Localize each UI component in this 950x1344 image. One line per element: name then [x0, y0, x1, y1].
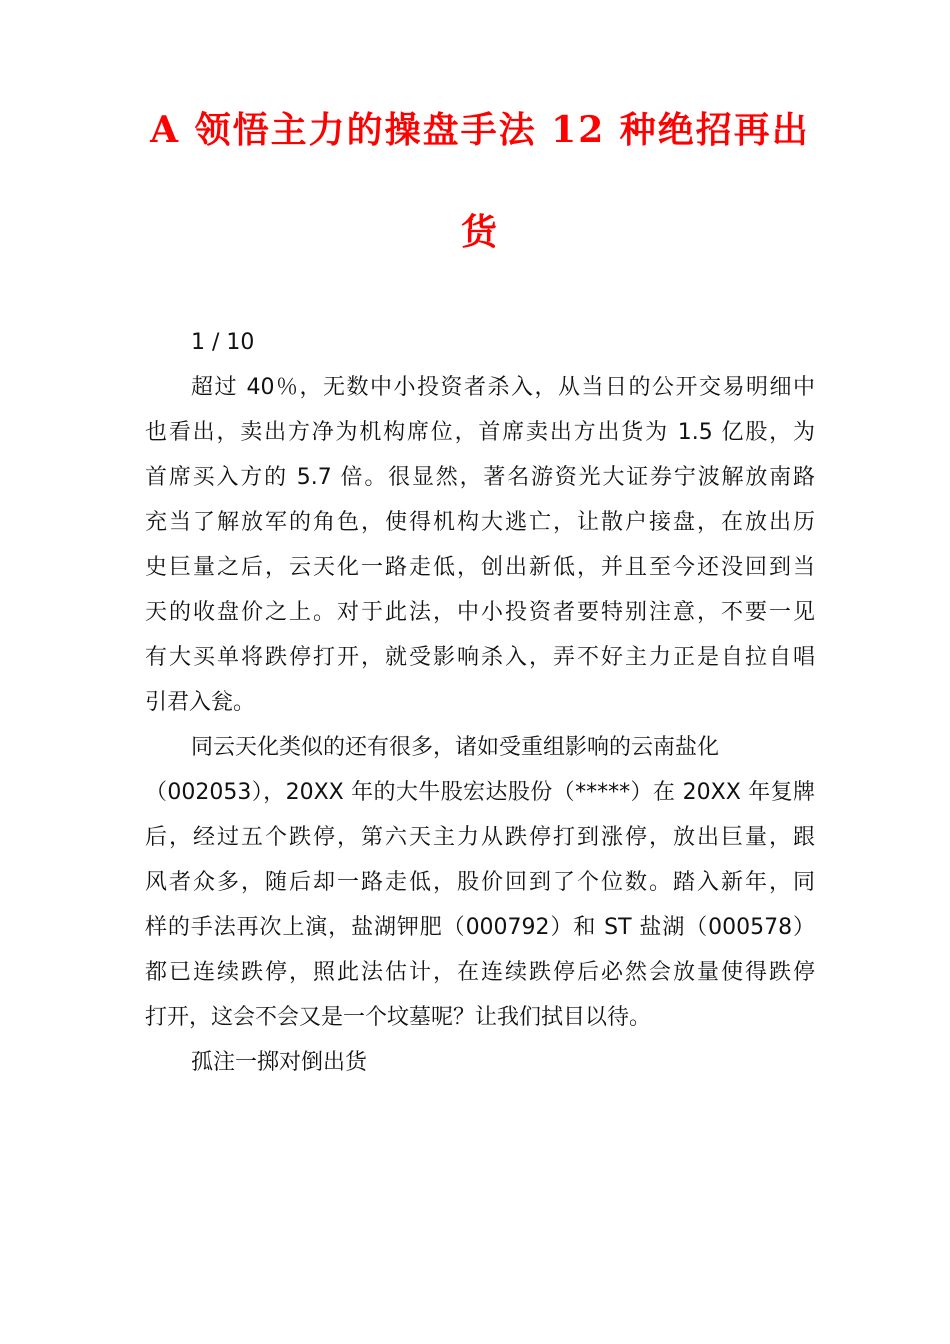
section-heading: 孤注一掷对倒出货 — [191, 1050, 368, 1075]
paragraph-1-line: 史巨量之后，云天化一路走低，创出新低，并且至今还没回到当 — [145, 555, 815, 580]
paragraph-1-line: 天的收盘价之上。对于此法，中小投资者要特别注意，不要一见 — [145, 600, 815, 625]
paragraph-2-line: 都已连续跌停，照此法估计，在连续跌停后必然会放量使得跌停 — [145, 960, 815, 985]
paragraph-2-line: 样的手法再次上演，盐湖钾肥（000792）和 ST 盐湖（000578） — [145, 915, 815, 940]
paragraph-1-line: 引君入瓮。 — [145, 690, 256, 715]
paragraph-1-line: 有大买单将跌停打开，就受影响杀入，弄不好主力正是自拉自唱 — [145, 645, 815, 670]
paragraph-1-line: 首席买入方的 5.7 倍。很显然，著名游资光大证券宁波解放南路 — [145, 465, 815, 490]
document-title-line-1: A 领悟主力的操盘手法 12 种绝招再出 — [150, 109, 810, 151]
paragraph-2-line: （002053），20XX 年的大牛股宏达股份（*****）在 20XX 年复牌 — [145, 780, 815, 805]
document-title-line-2: 货 — [460, 211, 499, 253]
document-body — [145, 320, 815, 1085]
paragraph-1-line: 也看出，卖出方净为机构席位，首席卖出方出货为 1.5 亿股，为 — [145, 420, 815, 445]
paragraph-2-line: 同云天化类似的还有很多，诸如受重组影响的云南盐化 — [191, 735, 720, 760]
paragraph-2-line: 后，经过五个跌停，第六天主力从跌停打到涨停，放出巨量，跟 — [145, 825, 815, 850]
paragraph-1-line: 超过 40％，无数中小投资者杀入，从当日的公开交易明细中 — [191, 375, 815, 400]
paragraph-1-line: 充当了解放军的角色，使得机构大逃亡，让散户接盘，在放出历 — [145, 510, 815, 535]
paragraph-2-line: 风者众多，随后却一路走低，股价回到了个位数。踏入新年，同 — [145, 870, 815, 895]
paragraph-2-line: 打开，这会不会又是一个坟墓呢？让我们拭目以待。 — [145, 1005, 652, 1030]
page-indicator: 1 / 10 — [191, 330, 255, 355]
